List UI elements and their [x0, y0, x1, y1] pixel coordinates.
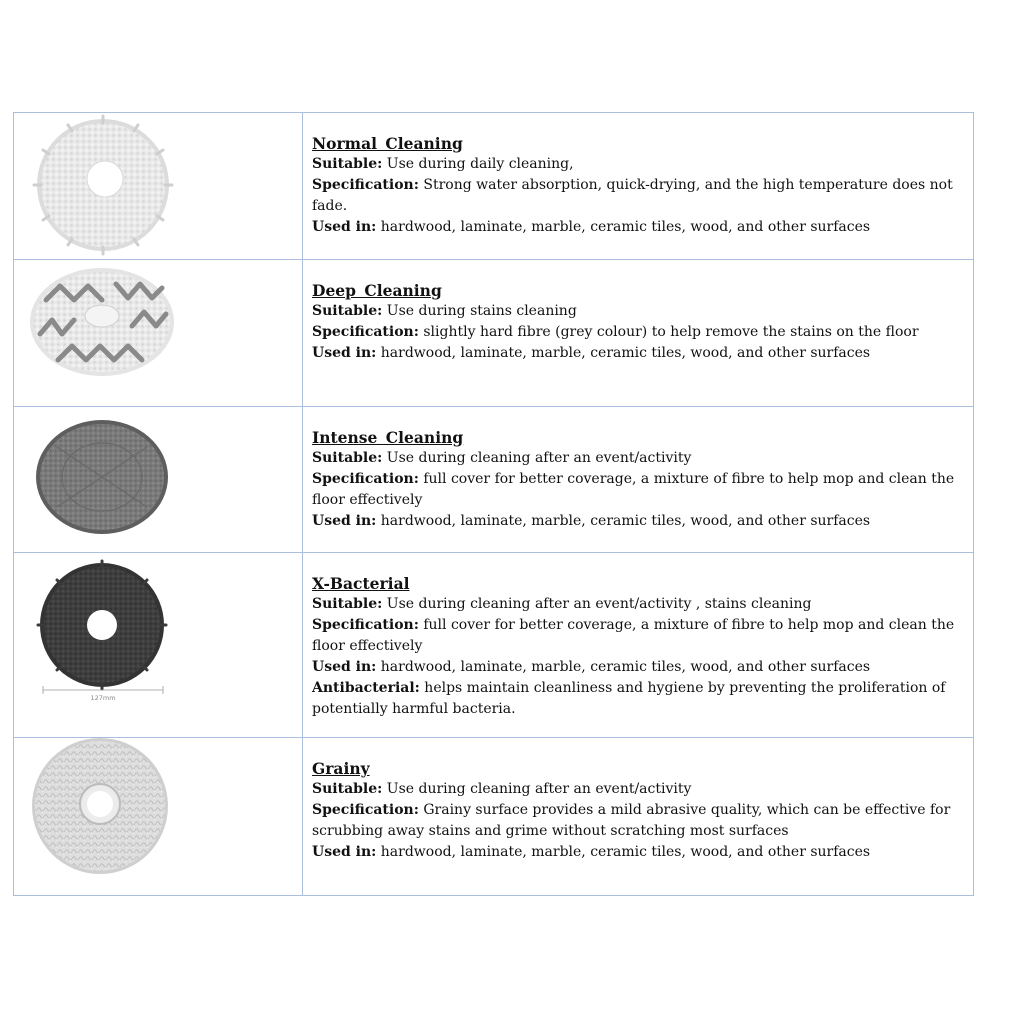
description-cell	[303, 113, 974, 260]
specification-line	[312, 175, 965, 217]
specification-line	[312, 615, 965, 657]
dark-grey-antibacterial-mop-pad-image	[14, 553, 302, 738]
description-cell	[303, 260, 974, 407]
suitable-value: Use during stains cleaning	[386, 303, 577, 319]
pad-title: Deep Cleaning	[312, 281, 442, 300]
specification-value: Strong water absorption, quick-drying, and the high temperature does not fade.	[312, 177, 953, 214]
table-row	[14, 113, 974, 260]
image-cell	[14, 113, 303, 260]
used-in-label: Used in:	[312, 659, 377, 675]
used-in-value: hardwood, laminate, marble, ceramic tiles, wood, and other surfaces	[380, 345, 871, 361]
suitable-label: Suitable:	[312, 156, 383, 172]
table-row	[14, 738, 974, 896]
white-grey-zigzag-mop-pad-image	[14, 260, 302, 407]
description-cell	[303, 738, 974, 896]
used-in-line	[312, 343, 965, 364]
specification-value: slightly hard fibre (grey colour) to help remove the stains on the floor	[423, 324, 919, 340]
suitable-label: Suitable:	[312, 781, 383, 797]
used-in-label: Used in:	[312, 513, 377, 529]
suitable-label: Suitable:	[312, 303, 383, 319]
dimension-label: 127mm	[90, 694, 116, 702]
image-cell	[14, 553, 303, 738]
specification-label: Specification:	[312, 471, 419, 487]
table-row	[14, 553, 974, 738]
suitable-label: Suitable:	[312, 450, 383, 466]
pad-title: Grainy	[312, 759, 370, 778]
description-cell	[303, 553, 974, 738]
mop-pad-table	[13, 112, 974, 896]
description-cell	[303, 407, 974, 553]
used-in-line	[312, 657, 965, 678]
suitable-label: Suitable:	[312, 596, 383, 612]
specification-label: Specification:	[312, 802, 419, 818]
specification-line	[312, 800, 965, 842]
used-in-label: Used in:	[312, 345, 377, 361]
used-in-label: Used in:	[312, 844, 377, 860]
antibacterial-value: helps maintain cleanliness and hygiene by preventing the proliferation of potentially harmful bacteria.	[312, 680, 946, 717]
suitable-value: Use during daily cleaning,	[386, 156, 574, 172]
pad-title: Intense Cleaning	[312, 428, 464, 447]
used-in-line	[312, 842, 965, 863]
specification-value: full cover for better coverage, a mixture of fibre to help mop and clean the floor effectively	[312, 471, 955, 508]
used-in-value: hardwood, laminate, marble, ceramic tiles, wood, and other surfaces	[380, 844, 871, 860]
used-in-line	[312, 217, 965, 238]
image-cell	[14, 407, 303, 553]
grainy-textured-mop-pad-image	[14, 738, 302, 896]
suitable-line	[312, 301, 965, 322]
table-row	[14, 407, 974, 553]
image-cell	[14, 738, 303, 896]
suitable-value: Use during cleaning after an event/activity , stains cleaning	[386, 596, 812, 612]
used-in-value: hardwood, laminate, marble, ceramic tiles, wood, and other surfaces	[380, 513, 871, 529]
antibacterial-line	[312, 678, 965, 720]
suitable-line	[312, 448, 965, 469]
suitable-value: Use during cleaning after an event/activity	[386, 450, 692, 466]
used-in-value: hardwood, laminate, marble, ceramic tiles, wood, and other surfaces	[380, 219, 871, 235]
suitable-line	[312, 779, 965, 800]
used-in-label: Used in:	[312, 219, 377, 235]
white-microfiber-mop-pad-image	[14, 113, 302, 260]
grey-full-cover-mop-pad-image	[14, 407, 302, 553]
specification-value: full cover for better coverage, a mixture of fibre to help mop and clean the floor effectively	[312, 617, 955, 654]
image-cell	[14, 260, 303, 407]
specification-label: Specification:	[312, 617, 419, 633]
specification-line	[312, 469, 965, 511]
used-in-value: hardwood, laminate, marble, ceramic tiles, wood, and other surfaces	[380, 659, 871, 675]
specification-value: Grainy surface provides a mild abrasive quality, which can be effective for scrubbing away stains and grime without scratching most surfaces	[312, 802, 951, 839]
specification-label: Specification:	[312, 324, 419, 340]
pad-title: Normal Cleaning	[312, 134, 463, 153]
specification-line	[312, 322, 965, 343]
suitable-value: Use during cleaning after an event/activity	[386, 781, 692, 797]
suitable-line	[312, 154, 965, 175]
suitable-line	[312, 594, 965, 615]
table-row	[14, 260, 974, 407]
used-in-line	[312, 511, 965, 532]
antibacterial-label: Antibacterial:	[312, 680, 420, 696]
pad-title: X-Bacterial	[312, 574, 410, 593]
specification-label: Specification:	[312, 177, 419, 193]
